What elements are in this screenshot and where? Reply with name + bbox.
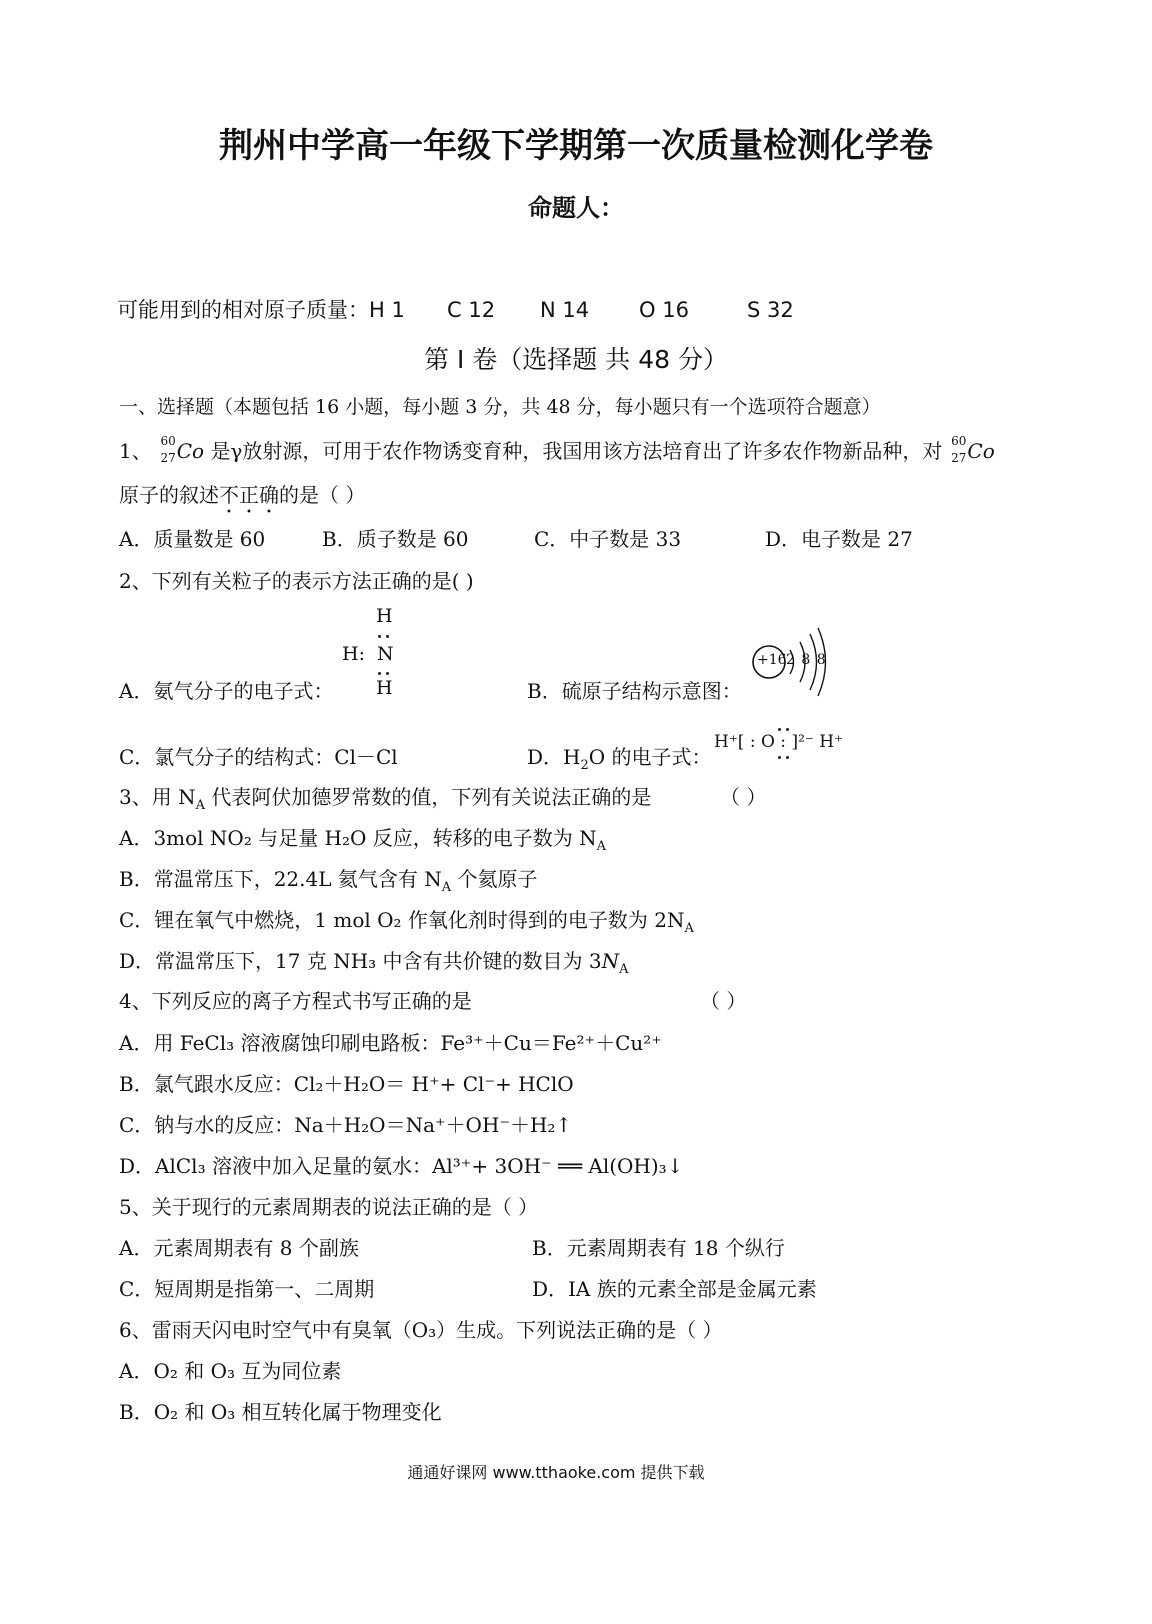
page-footer: 通通好课网 www.tthaoke.com 提供下载 bbox=[407, 1463, 705, 1482]
q1-option-a: A．质量数是 60 bbox=[119, 527, 266, 551]
q6-stem: 6、雷雨天闪电时空气中有臭氧（O₃）生成。下列说法正确的是（ ） bbox=[119, 1318, 723, 1342]
mass-o: O 16 bbox=[639, 298, 689, 322]
q3-option-a: A．3mol NO₂ 与足量 H₂O 反应，转移的电子数为 $N_A$ bbox=[119, 826, 607, 854]
atomic-mass-line bbox=[117, 294, 794, 324]
q2-option-b: B．硫原子结构示意图： bbox=[527, 679, 742, 703]
q3-option-d: D．常温常压下，17 克 NH₃ 中含有共价键的数目为 $3N_A$ bbox=[119, 949, 629, 977]
q3-option-c: C．锂在氧气中燃烧，1 mol O₂ 作氧化剂时得到的电子数为 $2N_A$ bbox=[119, 908, 694, 936]
q1-option-c: C．中子数是 33 bbox=[534, 527, 682, 551]
h2o-electron-formula: H⁺[ : O : ]²⁻ H⁺ bbox=[714, 728, 864, 768]
q1-stem-text: 是γ放射源，可用于农作物诱变育种，我国用该方法培育出了许多农作物新品种，对 bbox=[210, 439, 943, 463]
part-intro: 一、选择题（本题包括 16 小题，每小题 3 分，共 48 分，每小题只有一个选项符合题意） bbox=[119, 396, 881, 418]
q5-option-d: D．IA 族的元素全部是金属元素 bbox=[532, 1277, 817, 1301]
q5-option-a: A．元素周期表有 8 个副族 bbox=[119, 1236, 359, 1260]
q1-number: 1、 bbox=[119, 439, 152, 463]
q1-stem-line1: 1、 60 27 Co 是γ放射源，可用于农作物诱变育种，我国用该方法培育出了许多农作物新品种，对 60 27 Co bbox=[119, 434, 995, 465]
q5-option-b: B．元素周期表有 18 个纵行 bbox=[532, 1236, 785, 1260]
q3-answer-paren: （ ） bbox=[720, 785, 767, 809]
q3-option-b: B．常温常压下，22.4L 氦气含有 $N_A$ 个氦原子 bbox=[119, 867, 538, 895]
mass-h: H 1 bbox=[369, 298, 405, 322]
mass-n: N 14 bbox=[540, 298, 590, 322]
q4-option-c: C．钠与水的反应：Na＋H₂O＝Na⁺＋OH⁻＋H₂↑ bbox=[119, 1113, 573, 1137]
q2-stem: 2、下列有关粒子的表示方法正确的是( ) bbox=[119, 569, 474, 593]
sulfur-nucleus-label: +16 bbox=[757, 652, 787, 668]
q4-answer-paren: （ ） bbox=[700, 989, 747, 1013]
nh3-electron-formula: H H: N H bbox=[342, 605, 394, 699]
q2-option-d: D．$H_2O$ 的电子式： bbox=[527, 745, 712, 773]
q5-stem: 5、关于现行的元素周期表的说法正确的是（ ） bbox=[119, 1195, 539, 1219]
q1-option-b: B．质子数是 60 bbox=[322, 527, 469, 551]
q5-option-c: C．短周期是指第一、二周期 bbox=[119, 1277, 375, 1301]
q4-stem: 4、下列反应的离子方程式书写正确的是 bbox=[119, 989, 472, 1013]
mass-s: S 32 bbox=[747, 298, 794, 322]
q2-option-c: C．氯气分子的结构式：Cl－Cl bbox=[119, 745, 398, 769]
q1-stem-line2: 原子的叙述不正确的是（ ） bbox=[119, 483, 366, 507]
q4-option-d: D．AlCl₃ 溶液中加入足量的氨水：Al³⁺+ 3OH⁻ ══ Al(OH)₃↓ bbox=[119, 1154, 684, 1178]
q4-option-b: B．氯气跟水反应：Cl₂＋H₂O＝ H⁺+ Cl⁻+ HClO bbox=[119, 1072, 574, 1096]
q1-isotope: 60 27 bbox=[160, 434, 176, 465]
atomic-mass-label: 可能用到的相对原子质量： bbox=[117, 298, 369, 322]
exam-title: 荆州中学高一年级下学期第一次质量检测化学卷 bbox=[219, 126, 933, 166]
author-label: 命题人： bbox=[528, 194, 624, 222]
q1-emphasis: 不正确 bbox=[219, 483, 279, 507]
q1-option-d: D．电子数是 27 bbox=[765, 527, 913, 551]
sulfur-shell-counts: 2 8 8 bbox=[786, 652, 827, 668]
q6-option-b: B．O₂ 和 O₃ 相互转化属于物理变化 bbox=[119, 1400, 442, 1424]
q3-stem: 3、用 $N_A$ 代表阿伏加德罗常数的值，下列有关说法正确的是 bbox=[119, 785, 652, 813]
q2-option-a: A．氨气分子的电子式： bbox=[119, 679, 334, 703]
q4-option-a: A．用 FeCl₃ 溶液腐蚀印刷电路板：Fe³⁺＋Cu＝Fe²⁺＋Cu²⁺ bbox=[119, 1031, 662, 1055]
q6-option-a: A．O₂ 和 O₃ 互为同位素 bbox=[119, 1359, 342, 1383]
mass-c: C 12 bbox=[447, 298, 496, 322]
q1-isotope-2: 60 27 bbox=[951, 434, 967, 465]
section-heading: 第 I 卷（选择题 共 48 分） bbox=[424, 345, 728, 374]
